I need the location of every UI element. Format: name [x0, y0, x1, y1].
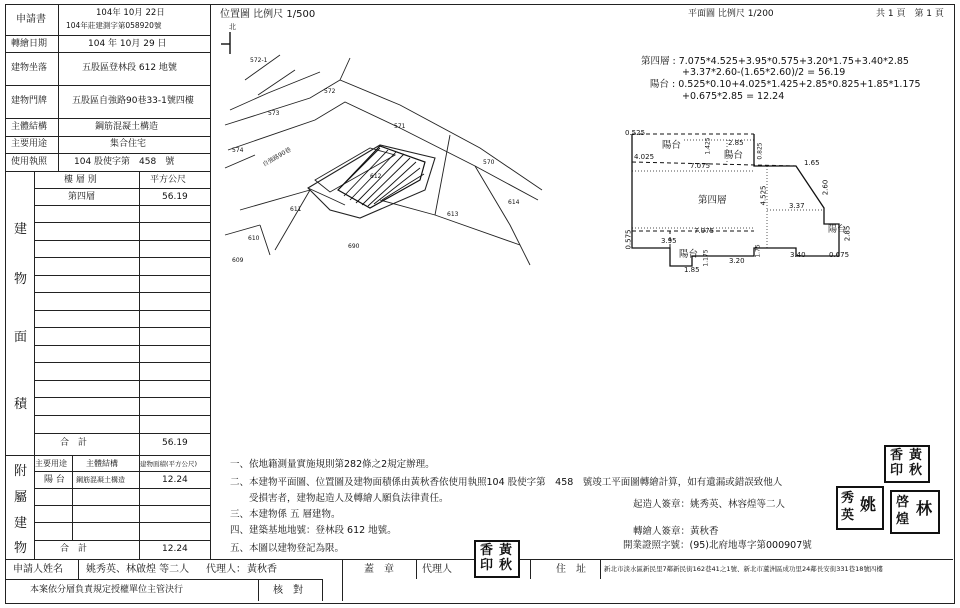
structure-value: 鋼筋混凝土構造	[95, 122, 159, 132]
area-side-label-2: 物	[14, 272, 28, 287]
annex-side-label-1: 附	[14, 464, 28, 479]
calc-4f-line1: 第四層 : 7.075*4.525+3.95*0.575+3.20*1.75+3.40*2.85	[641, 56, 909, 67]
seal-stamp-lin: 啓 林 煌	[890, 490, 940, 534]
agent-label: 代理人：	[206, 564, 246, 575]
parcel-label: 571	[394, 123, 406, 130]
parcel-label: 574	[232, 147, 244, 154]
floor-plan-title: 平面圖 比例尺 1/200	[688, 9, 774, 19]
note-line: 二、本建物平面圖、位置圖及建物面積係由黃秋香依使用執照104 股使字第 458 號竣工平面圖轉繪計算，如有遺漏或錯誤致他人	[230, 477, 783, 488]
annex-total-label: 合 計	[60, 544, 88, 554]
area-side-label-4: 積	[14, 397, 28, 412]
plan-dimension: 7.075	[694, 227, 715, 235]
apply-label: 申請書	[16, 14, 46, 25]
annex-side-label-2: 屬	[14, 490, 28, 505]
location-value: 五股區登林段 612 地號	[82, 63, 177, 73]
location-map-title: 位置圖 比例尺 1/500	[220, 9, 316, 20]
north-label: 北	[229, 23, 236, 31]
check-label: 核 對	[273, 585, 303, 596]
plan-dimension: 4.525	[759, 185, 768, 206]
plan-dimension: 1.75	[754, 244, 762, 258]
transfer-date: 104 年 10月 29 日	[88, 39, 167, 49]
annex-row-area: 12.24	[162, 475, 188, 485]
parcel-label: 613	[447, 211, 459, 218]
plan-dimension: 2.60	[821, 179, 830, 196]
license-number: 開業證照字號：(95)北府地專字第000907號	[623, 540, 812, 551]
note-line: 三、本建物係 五 層建物。	[230, 509, 341, 520]
structure-label: 主體結構	[11, 122, 48, 132]
seal-stamp-huang-footer: 香 黃 印 秋	[474, 540, 520, 578]
seal-stamp-yao: 秀 姚 英	[836, 486, 884, 530]
plan-dimension: 2.85	[728, 139, 744, 147]
annex-side-label-4: 物	[14, 541, 28, 556]
annex-row-struct: 鋼筋混凝土構造	[76, 476, 125, 484]
parcel-label: 572-1	[250, 57, 268, 64]
plan-dimension: 0.575	[624, 229, 633, 250]
parcel-label: 610	[248, 235, 260, 242]
plan-dimension: 3.40	[790, 251, 806, 259]
location-map	[220, 40, 550, 270]
plan-room-label: 第四層	[698, 195, 727, 206]
plan-dimension: 3.95	[661, 237, 677, 245]
door-value: 五股區自強路90巷33-1號四樓	[72, 96, 194, 106]
builder-signature-label: 起造人簽章：姚秀英、林容煌等二人	[633, 499, 786, 510]
floor-col-header: 樓 層 別	[64, 175, 97, 185]
seal-stamp-huang: 香 黃 印 秋	[884, 445, 930, 483]
annex-col-use: 主要用途	[35, 459, 67, 468]
parcel-label: 572	[324, 88, 336, 95]
annex-total-value: 12.24	[162, 544, 188, 554]
plan-balcony-label: 陽台	[724, 150, 744, 161]
annex-col-struct: 主體結構	[86, 459, 118, 468]
address-value: 新北市淡水區新民里7鄰新民街162巷41之1號、新北市蘆洲區成功里24鄰長安街331巷18號四樓	[604, 565, 883, 573]
use-value: 集合住宅	[110, 139, 147, 149]
use-label: 主要用途	[11, 139, 48, 149]
plan-dimension: 2.85	[843, 225, 852, 242]
plan-dimension: 7.075	[690, 162, 711, 170]
plan-balcony-label: 陽台	[828, 225, 847, 235]
license-label: 使用執照	[11, 157, 48, 167]
transfer-label: 轉繪日期	[11, 39, 48, 49]
calc-balcony-line1: 陽台 : 0.525*0.10+4.025*1.425+2.85*0.825+1.85*1.175	[650, 79, 921, 90]
apply-number: 104年莊建測字第058920號	[66, 21, 162, 30]
applicant-name: 姚秀英、林啟煌 等二人	[86, 564, 190, 575]
page-info: 共 1 頁 第 1 頁	[876, 9, 944, 19]
annex-side-label-3: 建	[14, 516, 28, 531]
delegation-note: 本案依分層負責規定授權單位主管決行	[30, 585, 184, 595]
area-row-value: 56.19	[162, 192, 188, 202]
parcel-label: 614	[508, 199, 520, 206]
calc-4f-line2: +3.37*2.60-(1.65*2.60)/2 = 56.19	[682, 67, 846, 78]
plan-dimension: 0.675	[829, 251, 850, 259]
plan-dimension: 1.85	[684, 266, 700, 274]
plan-dimension: 3.20	[729, 257, 745, 265]
annex-col-area: 建物面積(平方公尺)	[140, 460, 198, 468]
area-total-label: 合 計	[60, 438, 88, 448]
calc-balcony-line2: +0.675*2.85 = 12.24	[682, 91, 785, 102]
area-row-floor: 第四層	[68, 192, 96, 202]
area-side-label-3: 面	[14, 330, 28, 345]
plan-dimension: 3.37	[789, 202, 805, 210]
note-line: 一、依地籍測量實施規則第282條之2規定辦理。	[230, 459, 435, 470]
plan-dimension: 1.425	[704, 137, 712, 155]
plan-balcony-label: 陽台	[679, 249, 699, 260]
parcel-label: 570	[483, 159, 495, 166]
area-side-label-1: 建	[14, 222, 28, 237]
applicant-label: 申請人姓名	[13, 564, 63, 575]
license-value: 104 股使字第 458 號	[74, 157, 175, 167]
plan-dimension: 0.525	[625, 129, 646, 137]
seal-label: 蓋 章	[364, 564, 394, 575]
area-col-header: 平方公尺	[150, 175, 187, 185]
agent2-label: 代理人	[422, 564, 452, 575]
agent-name: 黃秋香	[247, 564, 277, 575]
plan-dimension: 1.65	[804, 159, 820, 167]
plan-dimension: 1.175	[702, 249, 710, 267]
note-line: 五、本圖以建物登記為限。	[230, 543, 345, 554]
note-line: 四、建築基地地號：登林段 612 地號。	[230, 525, 397, 536]
apply-date: 104年 10月 22日	[96, 8, 165, 18]
note-line: 受損害者，建物起造人及轉繪人願負法律責任。	[249, 493, 449, 504]
parcel-label: 690	[348, 243, 360, 250]
parcel-label: 611	[290, 206, 302, 213]
plan-dimension: 4.025	[634, 153, 655, 161]
area-total-value: 56.19	[162, 438, 188, 448]
door-label: 建物門牌	[11, 96, 48, 106]
drafter-signature-label: 轉繪人簽章：黃秋香	[633, 526, 719, 537]
plan-dimension: 0.825	[756, 142, 764, 160]
annex-row-use: 陽 台	[44, 475, 65, 485]
parcel-label: 612	[370, 173, 382, 180]
location-label: 建物坐落	[11, 63, 48, 73]
road-label: 自強路90巷	[261, 146, 293, 169]
plan-balcony-label: 陽台	[662, 140, 682, 151]
parcel-label: 573	[268, 110, 280, 117]
address-label: 住 址	[556, 564, 586, 575]
parcel-label: 609	[232, 257, 244, 264]
